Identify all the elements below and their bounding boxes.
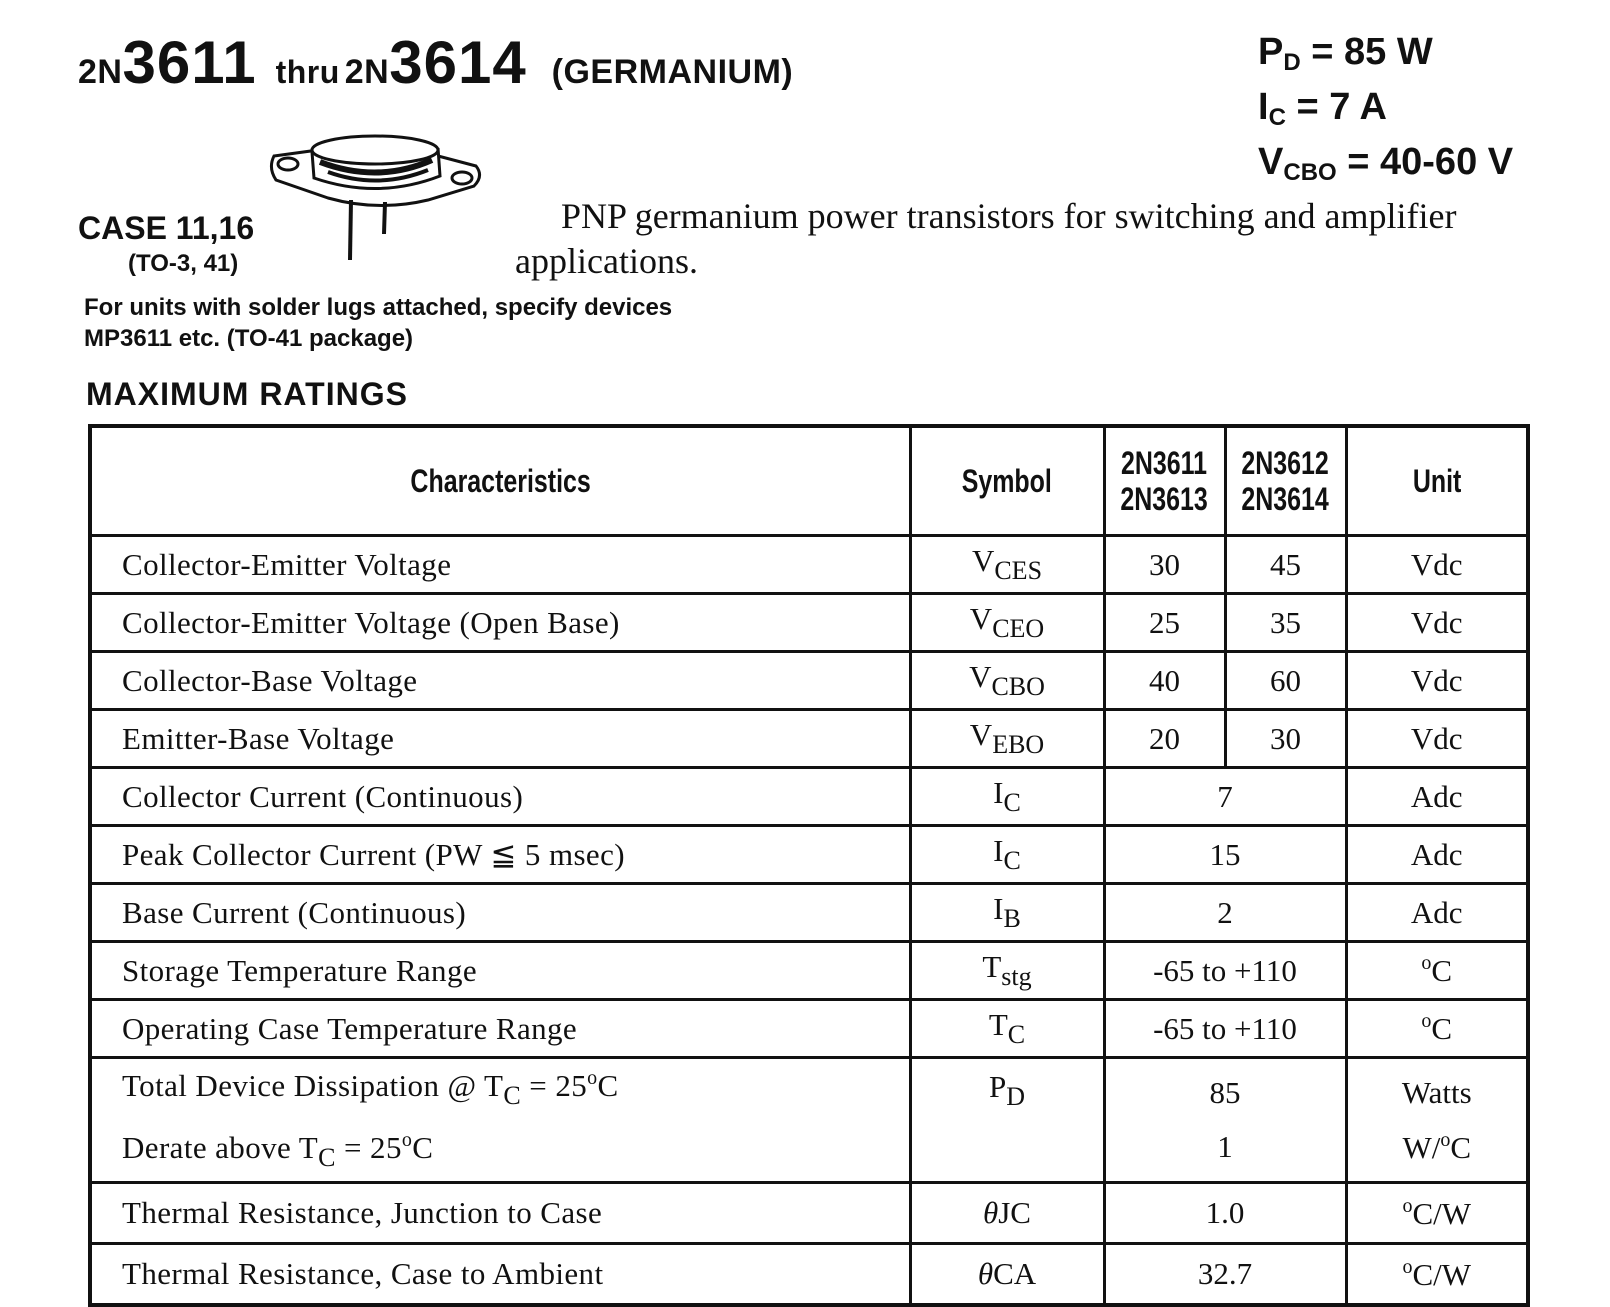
ratings-table <box>88 424 1530 1307</box>
col-header-unit: Unit <box>1346 426 1528 536</box>
unit-cell: Adc <box>1346 884 1528 942</box>
symbol-cell: θJC <box>910 1183 1104 1244</box>
symbol-cell: $I_C$ <box>910 768 1104 826</box>
material-label: (GERMANIUM) <box>551 53 794 91</box>
symbol-cell: $V_{CES}$ <box>910 536 1104 594</box>
table-row <box>90 1000 1528 1058</box>
value-cell: 20 <box>1104 710 1225 768</box>
table-row <box>90 826 1528 884</box>
characteristic-cell <box>90 1058 910 1183</box>
value-cell: 7 <box>1104 768 1346 826</box>
table-header-row <box>90 426 1528 536</box>
characteristic-cell: Operating Case Temperature Range <box>90 1000 910 1058</box>
value-cell: 60 <box>1225 652 1346 710</box>
value-cell: 32.7 <box>1104 1244 1346 1306</box>
unit-cell: Adc <box>1346 826 1528 884</box>
unit-cell: Vdc <box>1346 594 1528 652</box>
symbol-cell: $T_{stg}$ <box>910 942 1104 1000</box>
symbol-cell: $P_D$ <box>910 1058 1104 1183</box>
to3-transistor-icon <box>268 128 488 268</box>
value-cell: -65 to +110 <box>1104 942 1346 1000</box>
col-header-symbol: Symbol <box>910 426 1104 536</box>
unit-cell: Vdc <box>1346 652 1528 710</box>
characteristic-cell: Storage Temperature Range <box>90 942 910 1000</box>
value-cell: 2 <box>1104 884 1346 942</box>
table-row <box>90 884 1528 942</box>
table-row <box>90 1058 1528 1183</box>
symbol-cell: $V_{CBO}$ <box>910 652 1104 710</box>
unit-cell: Watts W/$^o$C <box>1346 1058 1528 1183</box>
part-prefix: 2N <box>78 53 123 91</box>
col-header-characteristics: Characteristics <box>90 426 910 536</box>
value-cell: 40 <box>1104 652 1225 710</box>
part-number: 3611 <box>122 29 257 96</box>
characteristic-cell: Base Current (Continuous) <box>90 884 910 942</box>
section-heading: MAXIMUM RATINGS <box>86 376 408 412</box>
characteristic-cell: Collector Current (Continuous) <box>90 768 910 826</box>
spec-ic: $I_C = 7$ A <box>1258 86 1387 131</box>
table-row <box>90 536 1528 594</box>
unit-cell: $^o$C <box>1346 942 1528 1000</box>
page-title <box>78 28 793 97</box>
symbol-cell: $V_{CEO}$ <box>910 594 1104 652</box>
characteristic-cell: Thermal Resistance, Junction to Case <box>90 1183 910 1244</box>
table-row <box>90 942 1528 1000</box>
characteristic-cell: Collector-Base Voltage <box>90 652 910 710</box>
value-cell: -65 to +110 <box>1104 1000 1346 1058</box>
part-prefix: 2N <box>344 53 390 91</box>
unit-cell: Vdc <box>1346 536 1528 594</box>
characteristic-cell: Collector-Emitter Voltage <box>90 536 910 594</box>
unit-cell: Adc <box>1346 768 1528 826</box>
device-description: PNP germanium power transistors for switching and amplifier applications. <box>515 196 1457 281</box>
value-cell: 30 <box>1225 710 1346 768</box>
key-specs <box>1258 30 1513 195</box>
table-row <box>90 768 1528 826</box>
unit-cell: Vdc <box>1346 710 1528 768</box>
col-header-device-a: 2N3611 2N3613 <box>1104 426 1225 536</box>
case-sublabel: (TO-3, 41) <box>128 250 239 277</box>
table-row <box>90 710 1528 768</box>
table-row <box>90 1183 1528 1244</box>
characteristic-cell: Peak Collector Current (PW ≦ 5 msec) <box>90 826 910 884</box>
symbol-cell: $V_{EBO}$ <box>910 710 1104 768</box>
value-cell: 25 <box>1104 594 1225 652</box>
characteristic-line: Total Device Dissipation @ $T_C = 25^oC$ <box>122 1067 619 1110</box>
symbol-cell: $T_C$ <box>910 1000 1104 1058</box>
unit-cell: $^o$C/W <box>1346 1244 1528 1306</box>
value-cell: 30 <box>1104 536 1225 594</box>
value-cell: 15 <box>1104 826 1346 884</box>
value-cell: 85 1 <box>1104 1058 1346 1183</box>
unit-cell: $^o$C/W <box>1346 1183 1528 1244</box>
symbol-cell: $I_C$ <box>910 826 1104 884</box>
col-header-device-b: 2N3612 2N3614 <box>1225 426 1346 536</box>
spec-pd: $P_D = 85$ W <box>1258 31 1433 76</box>
case-label: CASE 11,16 <box>78 210 255 246</box>
symbol-cell: θCA <box>910 1244 1104 1306</box>
spec-vcbo: $V_{CBO} = 40-60$ V <box>1258 141 1514 186</box>
characteristic-cell: Emitter-Base Voltage <box>90 710 910 768</box>
value-cell: 1.0 <box>1104 1183 1346 1244</box>
characteristic-line: Derate above $T_C = 25^oC$ <box>122 1129 434 1172</box>
table-row <box>90 1244 1528 1306</box>
characteristic-cell: Thermal Resistance, Case to Ambient <box>90 1244 910 1306</box>
solder-lug-note: For units with solder lugs attached, specify devices MP3611 etc. (TO-41 package) <box>84 294 673 352</box>
value-cell: 45 <box>1225 536 1346 594</box>
thru-label: thru <box>275 54 340 90</box>
table-row <box>90 652 1528 710</box>
unit-cell: $^o$C <box>1346 1000 1528 1058</box>
value-cell: 35 <box>1225 594 1346 652</box>
part-number: 3614 <box>389 29 527 96</box>
characteristic-cell: Collector-Emitter Voltage (Open Base) <box>90 594 910 652</box>
symbol-cell: $I_B$ <box>910 884 1104 942</box>
table-row <box>90 594 1528 652</box>
